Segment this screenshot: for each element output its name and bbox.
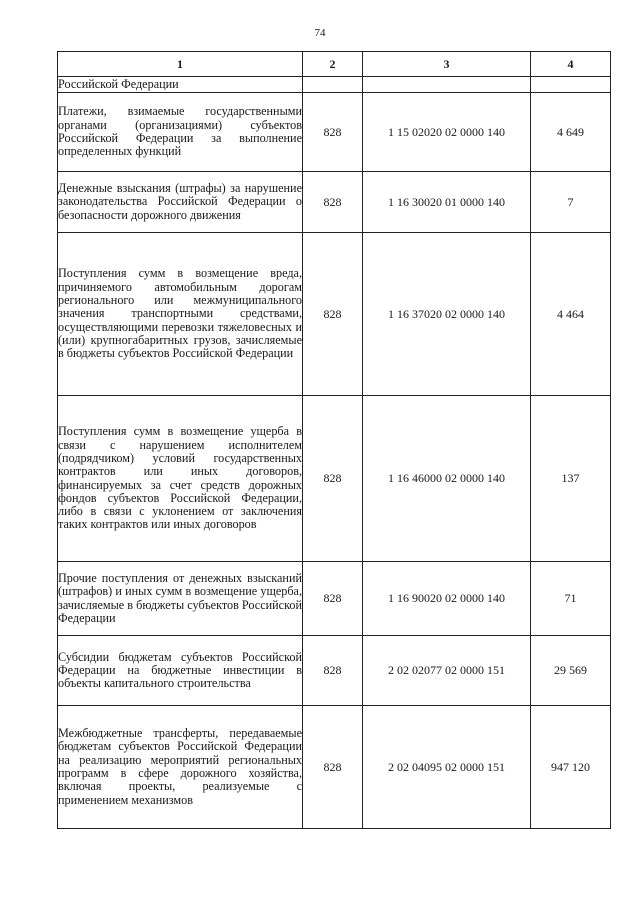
table-row	[58, 396, 611, 562]
row-name: Прочие поступления от денежных взысканий (штрафов) и иных сумм в возмещение ущерба, зачисляемые в бюджеты субъектов Российской Федерации	[58, 562, 303, 636]
row-admin-code: 828	[303, 706, 363, 829]
row-admin-code: 828	[303, 93, 363, 172]
row-amount: 4 464	[531, 233, 611, 396]
row-amount: 71	[531, 562, 611, 636]
row-budget-code: 1 16 46000 02 0000 140	[363, 396, 531, 562]
row-amount: 7	[531, 172, 611, 233]
column-header-1: 1	[58, 52, 303, 77]
table-row	[58, 562, 611, 636]
column-header-2: 2	[303, 52, 363, 77]
table-row	[58, 706, 611, 829]
table-row	[58, 172, 611, 233]
row-admin-code: 828	[303, 172, 363, 233]
column-header-3: 3	[363, 52, 531, 77]
row-name: Межбюджетные трансферты, передаваемые бюджетам субъектов Российской Федерации на реализацию мероприятий региональных программ в сфере дорожного хозяйства, включая проекты, реализуемые с применением механизмов	[58, 706, 303, 829]
row-name: Поступления сумм в возмещение ущерба в связи с нарушением исполнителем (подрядчиком) условий государственных контрактов или иных договоров, финансируемых за счет средств дорожных фондов субъектов Российской Федерации, либо в связи с уклонением от заключения таких контрактов или иных договоров	[58, 396, 303, 562]
row-name: Поступления сумм в возмещение вреда, причиняемого автомобильным дорогам регионального или межмуниципального значения транспортными средствами, осуществляющими перевозки тяжеловесных и (или) крупногабаритных грузов, зачисляемые в бюджеты субъектов Российской Федерации	[58, 233, 303, 396]
row-budget-code: 1 16 30020 01 0000 140	[363, 172, 531, 233]
row-admin-code: 828	[303, 636, 363, 706]
table-row	[58, 636, 611, 706]
table-header-row	[58, 52, 611, 77]
row-amount: 29 569	[531, 636, 611, 706]
row-name: Российской Федерации	[58, 77, 303, 93]
row-amount	[531, 77, 611, 93]
row-budget-code: 2 02 04095 02 0000 151	[363, 706, 531, 829]
revenue-table	[57, 51, 611, 829]
row-admin-code: 828	[303, 562, 363, 636]
row-budget-code	[363, 77, 531, 93]
row-amount: 4 649	[531, 93, 611, 172]
table-row	[58, 93, 611, 172]
row-name: Денежные взыскания (штрафы) за нарушение законодательства Российской Федерации о безопасности дорожного движения	[58, 172, 303, 233]
table-row	[58, 233, 611, 396]
table-row-continuation	[58, 77, 611, 93]
page-number: 74	[314, 27, 326, 39]
row-budget-code: 1 16 37020 02 0000 140	[363, 233, 531, 396]
row-admin-code	[303, 77, 363, 93]
row-amount: 137	[531, 396, 611, 562]
row-amount: 947 120	[531, 706, 611, 829]
row-name: Платежи, взимаемые государственными органами (организациями) субъектов Российской Федерации за выполнение определенных функций	[58, 93, 303, 172]
row-budget-code: 1 15 02020 02 0000 140	[363, 93, 531, 172]
row-admin-code: 828	[303, 396, 363, 562]
row-budget-code: 1 16 90020 02 0000 140	[363, 562, 531, 636]
column-header-4: 4	[531, 52, 611, 77]
row-name: Субсидии бюджетам субъектов Российской Федерации на бюджетные инвестиции в объекты капитального строительства	[58, 636, 303, 706]
row-admin-code: 828	[303, 233, 363, 396]
row-budget-code: 2 02 02077 02 0000 151	[363, 636, 531, 706]
